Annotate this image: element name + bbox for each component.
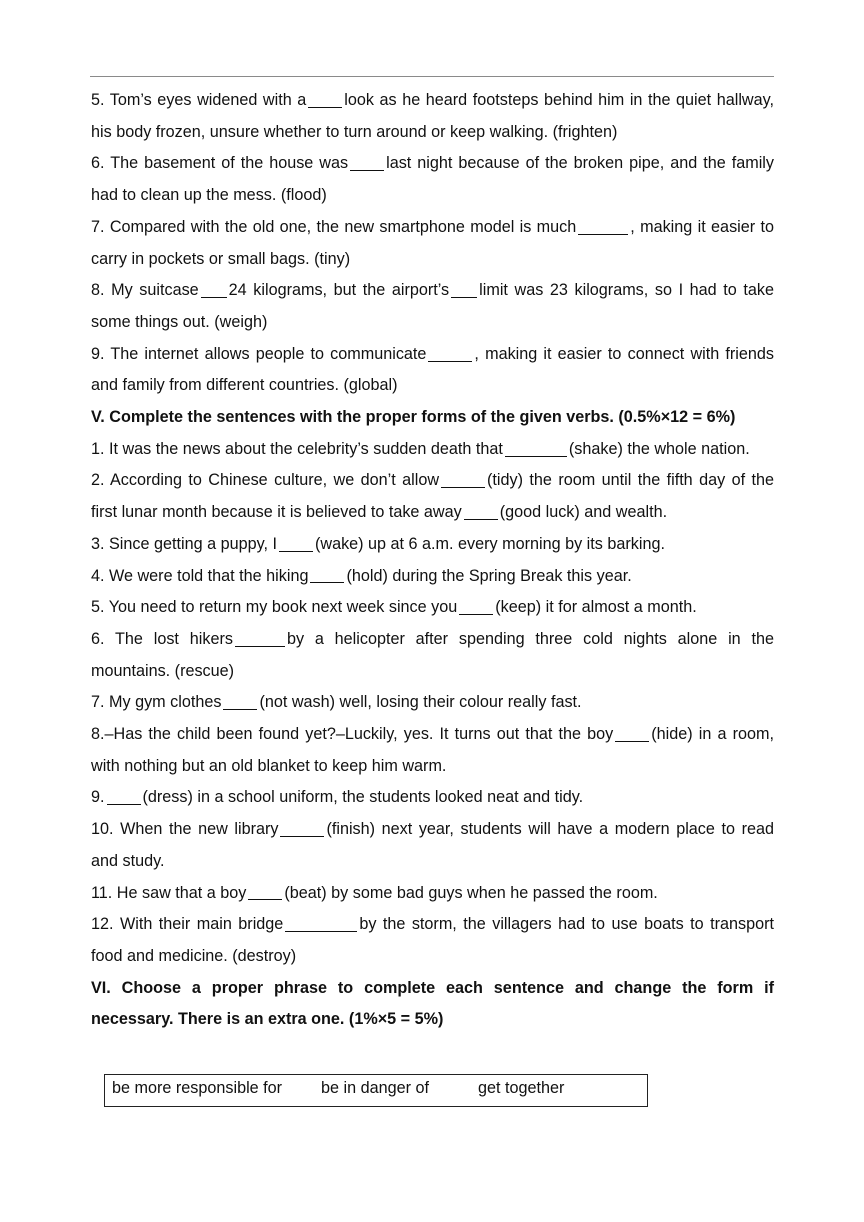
question-text: 7. My gym clothes <box>91 693 222 712</box>
section-vi-heading: VI. Choose a proper phrase to complete each sentence and change the form if necessary. There is an extra one. (1%×5 = 5%) <box>91 978 774 1029</box>
question-v-3 <box>91 529 774 561</box>
question-text: (not wash) well, losing their colour really fast. <box>259 693 582 712</box>
answer-blank[interactable] <box>441 470 485 488</box>
answer-blank[interactable] <box>285 914 357 932</box>
answer-blank[interactable] <box>464 502 498 520</box>
question-text: 3. Since getting a puppy, I <box>91 534 277 553</box>
question-text: (wake) up at 6 a.m. every morning by its barking. <box>314 534 665 553</box>
question-text: (hold) during the Spring Break this year. <box>346 566 632 585</box>
question-text: 12. With their main bridge <box>91 915 284 934</box>
question-text: by a helicopter after spending three cold nights alone in the mountains. (rescue) <box>91 629 775 680</box>
question-iv-7 <box>91 212 774 275</box>
question-text: (shake) the whole nation. <box>568 439 750 458</box>
answer-blank[interactable] <box>459 597 493 615</box>
question-text: (hide) in a room, with nothing but an old blanket to keep him warm. <box>91 725 774 775</box>
question-text: (keep) it for almost a month. <box>495 598 697 617</box>
question-text: 6. The lost hikers <box>91 629 233 648</box>
question-v-1 <box>91 434 774 466</box>
question-text: last night because of the broken pipe, and the family had to clean up the mess. (flood) <box>91 154 774 205</box>
question-text: (good luck) and wealth. <box>499 503 668 522</box>
question-text: 2. According to Chinese culture, we don’t allow <box>91 471 440 490</box>
question-text: 6. The basement of the house was <box>91 154 349 173</box>
question-text: , making it easier to carry in pockets or small bags. (tiny) <box>91 217 774 268</box>
question-text: , making it easier to connect with friends and family from different countries. (global) <box>91 344 774 395</box>
question-text: 8. My suitcase <box>91 281 199 300</box>
question-text: 9. The internet allows people to communicate <box>91 344 427 363</box>
question-v-7 <box>91 687 774 719</box>
question-v-6 <box>91 624 774 687</box>
answer-blank[interactable] <box>505 439 567 457</box>
question-text: look as he heard footsteps behind him in the quiet hallway, his body frozen, unsure whether to turn around or keep walking. (frighten) <box>91 91 774 141</box>
answer-blank[interactable] <box>451 280 477 298</box>
question-text: (tidy) the room until the fifth day of the first lunar month because it is believed to take away <box>91 471 774 522</box>
answer-blank[interactable] <box>248 882 282 900</box>
question-text: 10. When the new library <box>91 820 279 839</box>
answer-blank[interactable] <box>279 534 313 552</box>
question-text: (finish) next year, students will have a modern place to read and study. <box>91 820 774 870</box>
question-text: 7. Compared with the old one, the new smartphone model is much <box>91 217 577 236</box>
answer-blank[interactable] <box>308 90 342 108</box>
answer-blank[interactable] <box>350 153 384 171</box>
phrase-bank <box>104 1074 648 1107</box>
question-text: 11. He saw that a boy <box>91 883 247 902</box>
section-v-heading: V. Complete the sentences with the proper forms of the given verbs. (0.5%×12 = 6%) <box>91 408 736 427</box>
question-text: 9. <box>91 788 105 807</box>
question-text: 1. It was the news about the celebrity’s sudden death that <box>91 439 503 458</box>
question-iv-8 <box>91 275 774 338</box>
question-text: 5. You need to return my book next week since you <box>91 598 458 617</box>
answer-blank[interactable] <box>310 565 344 583</box>
question-text: (beat) by some bad guys when he passed the room. <box>284 883 658 902</box>
answer-blank[interactable] <box>615 724 649 742</box>
question-iv-6 <box>91 148 774 211</box>
answer-blank[interactable] <box>235 629 285 647</box>
question-v-9 <box>91 782 774 814</box>
question-v-8 <box>91 719 774 782</box>
answer-blank[interactable] <box>428 344 472 362</box>
question-v-10 <box>91 814 774 877</box>
question-text: 8.–Has the child been found yet?–Luckily, yes. It turns out that the boy <box>91 725 614 744</box>
phrase-option: be more responsible for <box>112 1079 283 1097</box>
question-text: (dress) in a school uniform, the students looked neat and tidy. <box>142 788 584 807</box>
answer-blank[interactable] <box>280 819 324 837</box>
question-v-2 <box>91 465 774 528</box>
question-text: 24 kilograms, but the airport’s <box>228 281 450 300</box>
question-v-5 <box>91 592 774 624</box>
question-iv-5 <box>91 85 774 148</box>
worksheet-body <box>91 85 774 1036</box>
answer-blank[interactable] <box>223 692 257 710</box>
phrase-option: get together <box>478 1079 565 1097</box>
question-text: limit was 23 kilograms, so I had to take some things out. (weigh) <box>91 281 774 331</box>
phrase-option: be in danger of <box>321 1079 430 1097</box>
question-text: 4. We were told that the hiking <box>91 566 309 585</box>
question-v-4 <box>91 561 774 593</box>
question-v-12 <box>91 909 774 972</box>
answer-blank[interactable] <box>578 217 628 235</box>
answer-blank[interactable] <box>201 280 227 298</box>
question-text: 5. Tom’s eyes widened with a <box>91 91 307 109</box>
question-text: by the storm, the villagers had to use boats to transport food and medicine. (destroy) <box>91 915 774 965</box>
question-iv-9 <box>91 339 774 402</box>
question-v-11 <box>91 878 774 910</box>
answer-blank[interactable] <box>107 787 141 805</box>
header-rule <box>90 76 774 77</box>
